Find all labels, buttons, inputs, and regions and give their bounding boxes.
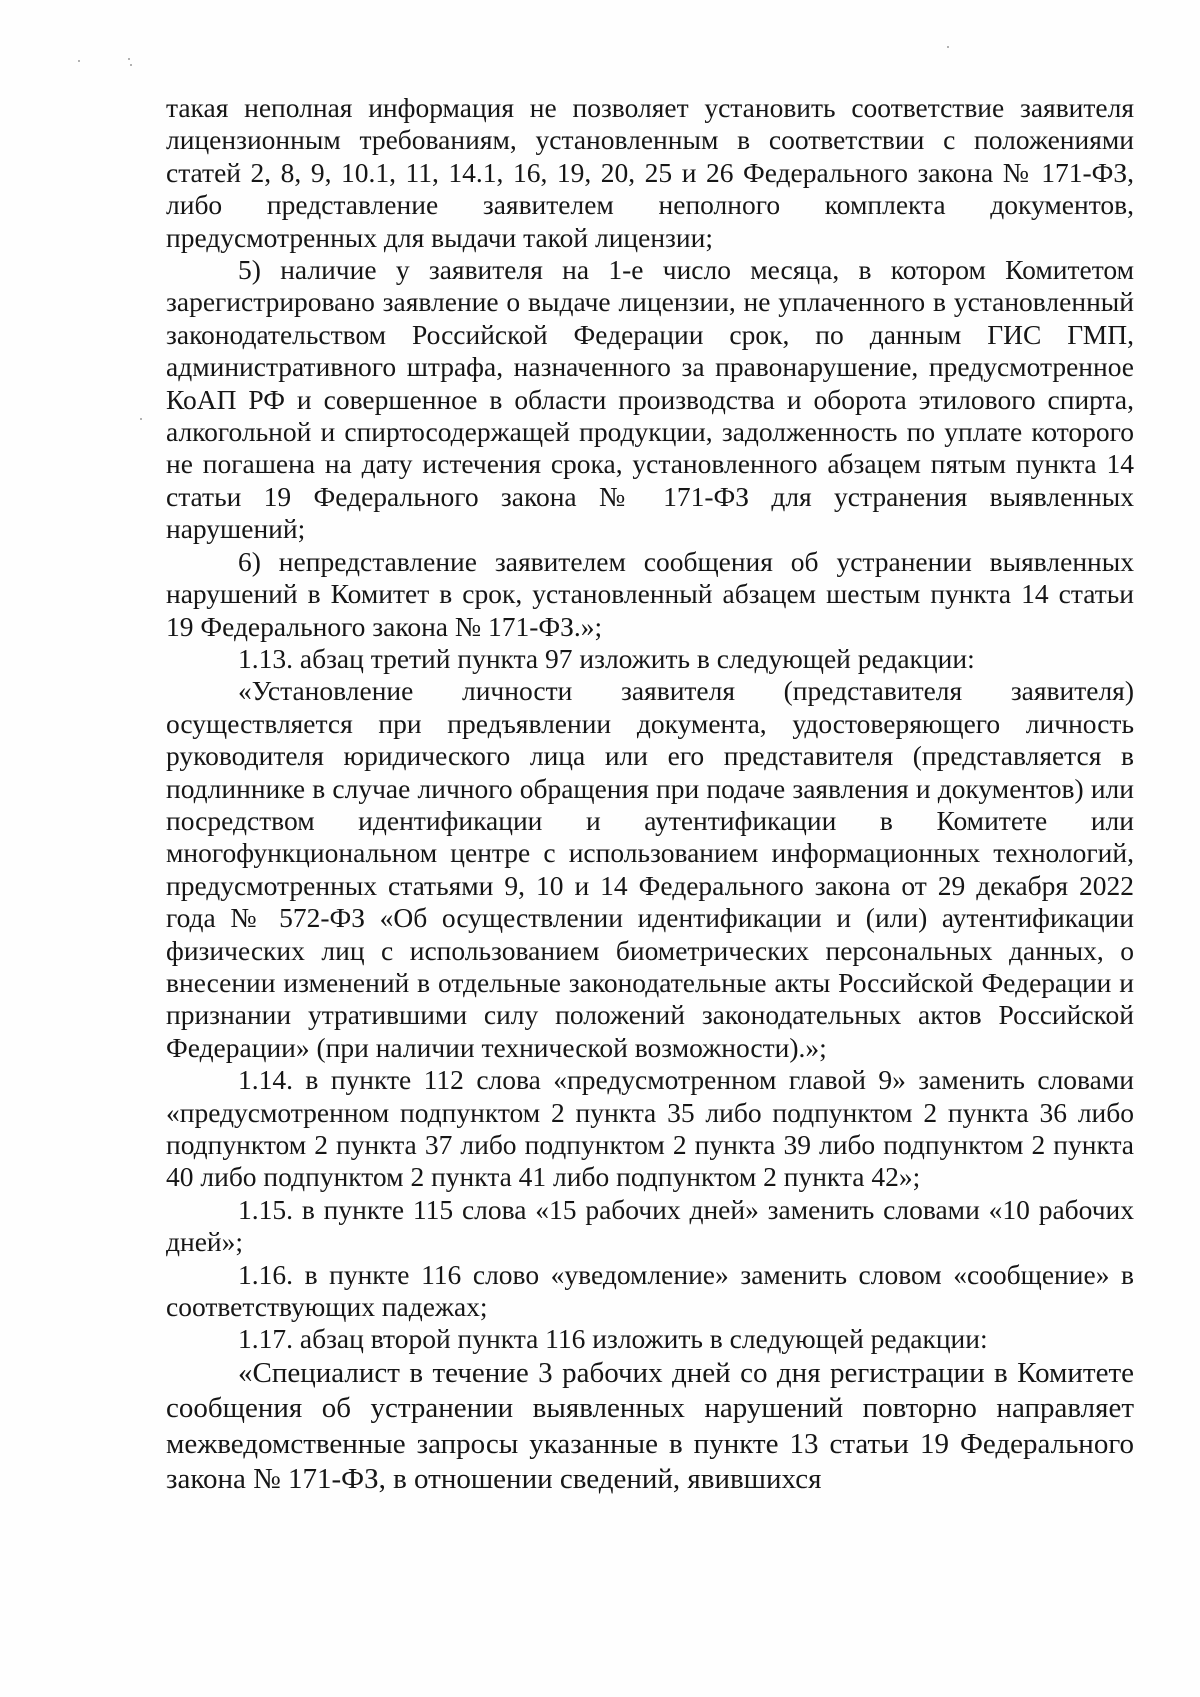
document-body [166,92,1134,1498]
scan-speck [947,46,949,48]
paragraph-quote-identification: «Установление личности заявителя (представителя заявителя) осуществляется при предъявлении документа, удостоверяющего личность руководителя юридического лица или его представителя (представляется в подлиннике в случае личного обращения при подаче заявления и документов) или посредством идентификации и аутентификации в Комитете или многофункциональном центре с использованием информационных технологий, предусмотренных статьями 9, 10 и 14 Федерального закона от 29 декабря 2022 года № 572-ФЗ «Об осуществлении идентификации и (или) аутентификации физических лиц с использованием биометрических персональных данных, о внесении изменений в отдельные законодательные акты Российской Федерации и признании утратившими силу положений законодательных актов Российской Федерации» (при наличии технической возможности).»; [166,675,1134,1063]
paragraph-item-6: 6) непредставление заявителем сообщения об устранении выявленных нарушений в Комитет в срок, установленный абзацем шестым пункта 14 статьи 19 Федерального закона № 171-ФЗ.»; [166,545,1134,642]
scan-speck [140,418,142,420]
paragraph-1-14: 1.14. в пункте 112 слова «предусмотренном главой 9» заменить словами «предусмотренном подпунктом 2 пункта 35 либо подпунктом 2 пункта 36 либо подпунктом 2 пункта 37 либо подпунктом 2 пункта 39 либо подпунктом 2 пункта 40 либо подпунктом 2 пункта 41 либо подпунктом 2 пункта 42»; [166,1064,1134,1193]
paragraph-1-16: 1.16. в пункте 116 слово «уведомление» заменить словом «сообщение» в соответствующих падежах; [166,1258,1134,1323]
paragraph-1-13: 1.13. абзац третий пункта 97 изложить в следующей редакции: [238,642,975,674]
scan-speck [78,60,80,62]
paragraph-1-15: 1.15. в пункте 115 слова «15 рабочих дней» заменить словами «10 рабочих дней»; [166,1193,1134,1258]
scan-speck [130,64,132,66]
paragraph-quote-specialist: «Специалист в течение 3 рабочих дней со дня регистрации в Комитете сообщения об устранении выявленных нарушений повторно направляет межведомственные запросы указанные в пункте 13 статьи 19 Федерального закона № 171-ФЗ, в отношении сведений, явившихся [166,1356,1134,1496]
scan-speck [128,58,130,60]
paragraph-continuation: такая неполная информация не позволяет установить соответствие заявителя лицензионным требованиям, установленным в соответствии с положениями статей 2, 8, 9, 10.1, 11, 14.1, 16, 19, 20, 25 и 26 Федерального закона № 171-ФЗ, либо представление заявителем неполного комплекта документов, предусмотренных для выдачи такой лицензии; [166,92,1134,253]
paragraph-1-17: 1.17. абзац второй пункта 116 изложить в следующей редакции: [238,1323,988,1355]
paragraph-item-5: 5) наличие у заявителя на 1-е число месяца, в котором Комитетом зарегистрировано заявление о выдаче лицензии, не уплаченного в установленный законодательством Российской Федерации срок, по данным ГИС ГМП, административного штрафа, назначенного за правонарушение, предусмотренное КоАП РФ и совершенное в области производства и оборота этилового спирта, алкогольной и спиртосодержащей продукции, задолженность по уплате которого не погашена на дату истечения срока, установленного абзацем пятым пункта 14 статьи 19 Федерального закона № 171-ФЗ для устранения выявленных нарушений; [166,254,1134,545]
